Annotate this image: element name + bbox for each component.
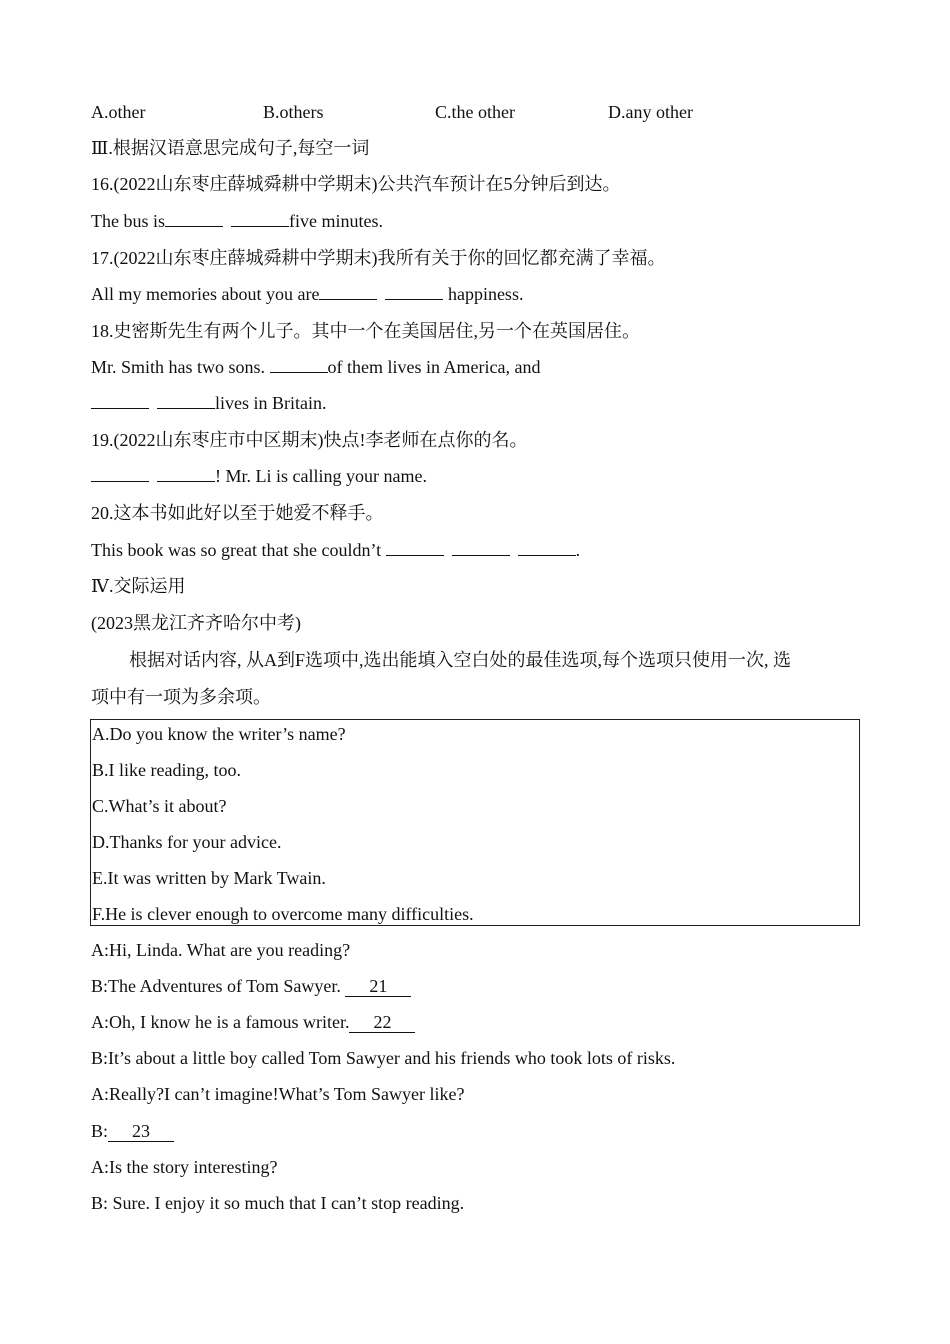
q16-text-a: The bus is: [91, 211, 165, 231]
q18-blank-3[interactable]: [157, 391, 215, 409]
answer-blank-23[interactable]: 23: [108, 1121, 174, 1142]
q17-blank-1[interactable]: [319, 282, 377, 300]
q16-blank-2[interactable]: [231, 209, 289, 227]
q17-chinese: 17.(2022山东枣庄薛城舜耕中学期末)我所有关于你的回忆都充满了幸福。: [91, 248, 666, 268]
q20-period: .: [575, 540, 581, 560]
dialogue-line-1: A:Hi, Linda. What are you reading?: [91, 940, 351, 960]
dialogue-line-3: A:Oh, I know he is a famous writer. 22: [91, 1009, 415, 1035]
answer-blank-22[interactable]: 22: [349, 1012, 415, 1033]
choice-b: B.I like reading, too.: [92, 760, 241, 780]
q19-chinese: 19.(2022山东枣庄市中区期末)快点!李老师在点你的名。: [91, 430, 528, 450]
q16-blank-1[interactable]: [165, 209, 223, 227]
q20-blank-1[interactable]: [386, 538, 444, 556]
q16-text-b: five minutes.: [289, 211, 383, 231]
dialogue-line-5: A:Really?I can’t imagine!What’s Tom Sawyer like?: [91, 1084, 465, 1104]
choice-e: E.It was written by Mark Twain.: [92, 868, 326, 888]
q16-english: [91, 208, 383, 234]
dialogue-line-7: A:Is the story interesting?: [91, 1157, 278, 1177]
q19-blank-1[interactable]: [91, 464, 149, 482]
q18-blank-1[interactable]: [270, 355, 328, 373]
option-b: B.others: [263, 102, 324, 122]
dialogue-line-2: B:The Adventures of Tom Sawyer. 21: [91, 973, 411, 999]
q20-blank-2[interactable]: [452, 538, 510, 556]
q20-text-a: This book was so great that she couldn’t: [91, 540, 386, 560]
q18-blank-2[interactable]: [91, 391, 149, 409]
dialogue-line-6: B: 23: [91, 1118, 174, 1144]
dialogue-line-4: B:It’s about a little boy called Tom Sawyer and his friends who took lots of risks.: [91, 1048, 676, 1068]
section4-instruction-2: 项中有一项为多余项。: [91, 687, 271, 707]
q16-chinese: 16.(2022山东枣庄薛城舜耕中学期末)公共汽车预计在5分钟后到达。: [91, 174, 621, 194]
choice-d: D.Thanks for your advice.: [92, 832, 282, 852]
q17-blank-2[interactable]: [385, 282, 443, 300]
section4-heading: Ⅳ.交际运用: [91, 576, 186, 596]
section3-heading: Ⅲ.根据汉语意思完成句子,每空一词: [91, 138, 370, 158]
q18-text-b: of them lives in America, and: [327, 357, 541, 377]
option-c: C.the other: [435, 102, 515, 122]
option-a: A.other: [91, 102, 146, 122]
q17-text-b: happiness.: [443, 284, 524, 304]
q17-english: [91, 281, 523, 307]
choice-c: C.What’s it about?: [92, 796, 227, 816]
q19-blank-2[interactable]: [157, 464, 215, 482]
option-d: D.any other: [608, 102, 693, 122]
q17-text-a: All my memories about you are: [91, 284, 320, 304]
q20-blank-3[interactable]: [518, 538, 576, 556]
q18-chinese: 18.史密斯先生有两个儿子。其中一个在美国居住,另一个在英国居住。: [91, 321, 640, 341]
q19-english: [91, 463, 427, 489]
dialogue-line-8: B: Sure. I enjoy it so much that I can’t stop reading.: [91, 1193, 465, 1213]
answer-blank-21[interactable]: 21: [345, 976, 411, 997]
q18-english-2: [91, 390, 327, 416]
section4-instruction-1: 根据对话内容, 从A到F选项中,选出能填入空白处的最佳选项,每个选项只使用一次, 选: [129, 650, 792, 670]
choices-box: [90, 719, 860, 926]
choice-a: A.Do you know the writer’s name?: [92, 724, 346, 744]
q20-english: [91, 537, 580, 563]
q18-text-a: Mr. Smith has two sons.: [91, 357, 270, 377]
q19-text-b: ! Mr. Li is calling your name.: [215, 466, 427, 486]
q18-english-1: [91, 354, 540, 380]
q20-chinese: 20.这本书如此好以至于她爱不释手。: [91, 503, 384, 523]
section4-source: (2023黑龙江齐齐哈尔中考): [91, 613, 301, 633]
choice-f: F.He is clever enough to overcome many difficulties.: [92, 904, 474, 924]
q18-text-c: lives in Britain.: [215, 393, 327, 413]
